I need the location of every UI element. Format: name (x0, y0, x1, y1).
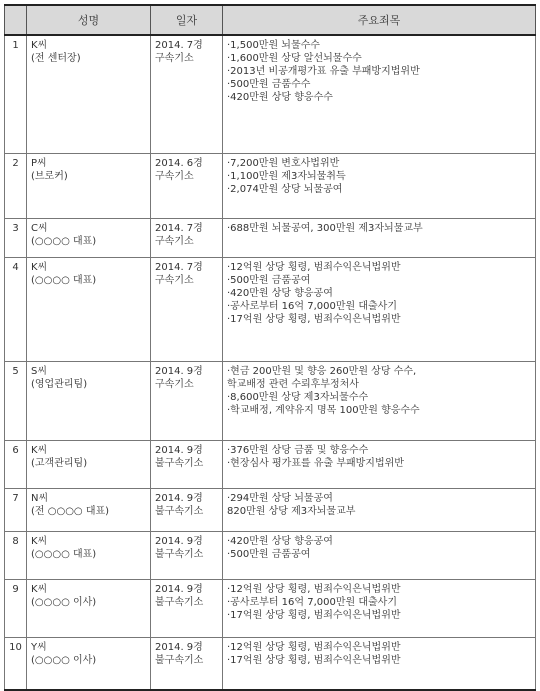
charge-line: ·420만원 상당 향응수수 (227, 92, 333, 103)
table-row (5, 638, 536, 691)
person-role: (전 센터장) (31, 53, 81, 64)
date-cell (151, 441, 223, 489)
person-role: (전 ○○○○ 대표) (31, 506, 110, 517)
row-number: 1 (5, 35, 27, 154)
charge-line: ·500만원 금품공여 (227, 275, 311, 286)
header-date: 일자 (151, 5, 223, 35)
table-row (5, 532, 536, 580)
person-cell (27, 154, 151, 219)
person-name: Y씨 (31, 642, 47, 653)
date-value: 2014. 9경 (155, 445, 203, 456)
person-role: (○○○○ 이사) (31, 597, 97, 608)
row-number: 7 (5, 489, 27, 532)
row-number: 2 (5, 154, 27, 219)
date-value: 2014. 9경 (155, 584, 203, 595)
date-value: 2014. 7경 (155, 40, 203, 51)
person-name: C씨 (31, 223, 48, 234)
table-row (5, 441, 536, 489)
table-header-row (5, 5, 536, 35)
person-cell (27, 219, 151, 258)
charge-line: ·500만원 금품공여 (227, 549, 311, 560)
person-cell (27, 580, 151, 638)
header-name: 성명 (27, 5, 151, 35)
charges-cell (223, 532, 536, 580)
person-role: (○○○○ 이사) (31, 655, 97, 666)
person-name: N씨 (31, 493, 49, 504)
person-role: (○○○○ 대표) (31, 549, 97, 560)
charges-cell (223, 489, 536, 532)
charge-line: ·500만원 금품수수 (227, 79, 311, 90)
person-name: K씨 (31, 584, 48, 595)
charges-cell (223, 441, 536, 489)
table-row (5, 35, 536, 154)
row-number: 9 (5, 580, 27, 638)
charge-line: 820만원 상당 제3자뇌물교부 (227, 506, 356, 517)
date-value: 2014. 9경 (155, 366, 203, 377)
charge-line: ·2,074만원 상당 뇌물공여 (227, 184, 343, 195)
table-row (5, 580, 536, 638)
date-cell (151, 532, 223, 580)
charge-line: ·공사로부터 16억 7,000만원 대출사기 (227, 301, 397, 312)
person-cell (27, 258, 151, 362)
date-value: 2014. 7경 (155, 262, 203, 273)
date-cell (151, 35, 223, 154)
table-row (5, 154, 536, 219)
date-value: 2014. 9경 (155, 642, 203, 653)
charges-cell (223, 154, 536, 219)
charges-cell (223, 638, 536, 691)
date-cell (151, 219, 223, 258)
charges-cell (223, 362, 536, 441)
date-cell (151, 258, 223, 362)
row-number: 3 (5, 219, 27, 258)
indictment-status: 불구속기소 (155, 458, 204, 469)
charge-line: ·학교배정, 계약유지 명목 100만원 향응수수 (227, 405, 420, 416)
charges-cell (223, 219, 536, 258)
person-role: (○○○○ 대표) (31, 275, 97, 286)
row-number: 8 (5, 532, 27, 580)
indictment-status: 구속기소 (155, 275, 194, 286)
person-name: K씨 (31, 536, 48, 547)
person-name: S씨 (31, 366, 48, 377)
person-cell (27, 532, 151, 580)
charge-line: ·8,600만원 상당 제3자뇌물수수 (227, 392, 369, 403)
date-value: 2014. 7경 (155, 223, 203, 234)
person-name: K씨 (31, 40, 48, 51)
person-role: (○○○○ 대표) (31, 236, 97, 247)
table-row (5, 362, 536, 441)
row-number: 6 (5, 441, 27, 489)
row-number: 10 (5, 638, 27, 691)
charge-line: 학교배정 관련 수뢰후부정처사 (227, 379, 359, 390)
charge-line: ·376만원 상당 금품 및 향응수수 (227, 445, 369, 456)
charge-line: ·2013년 비공개평가표 유출 부패방지법위반 (227, 66, 420, 77)
date-value: 2014. 9경 (155, 536, 203, 547)
date-cell (151, 154, 223, 219)
charge-line: ·1,500만원 뇌물수수 (227, 40, 320, 51)
indictment-status: 불구속기소 (155, 549, 204, 560)
table-row (5, 489, 536, 532)
person-cell (27, 35, 151, 154)
charge-line: ·420만원 상당 향응공여 (227, 288, 333, 299)
indictment-status: 불구속기소 (155, 597, 204, 608)
charge-line: ·688만원 뇌물공여, 300만원 제3자뇌물교부 (227, 223, 423, 234)
indictment-status: 불구속기소 (155, 506, 204, 517)
charge-line: ·294만원 상당 뇌물공여 (227, 493, 333, 504)
indictment-table (4, 4, 536, 691)
person-role: (고객관리팀) (31, 458, 88, 469)
charges-cell (223, 258, 536, 362)
charges-cell (223, 580, 536, 638)
person-cell (27, 441, 151, 489)
indictment-status: 불구속기소 (155, 655, 204, 666)
row-number: 4 (5, 258, 27, 362)
charge-line: ·공사로부터 16억 7,000만원 대출사기 (227, 597, 397, 608)
indictment-status: 구속기소 (155, 53, 194, 64)
charge-line: ·420만원 상당 향응공여 (227, 536, 333, 547)
person-name: P씨 (31, 158, 47, 169)
person-role: (영업관리팀) (31, 379, 88, 390)
date-value: 2014. 9경 (155, 493, 203, 504)
indictment-status: 구속기소 (155, 379, 194, 390)
table-row (5, 219, 536, 258)
charges-cell (223, 35, 536, 154)
indictment-status: 구속기소 (155, 171, 194, 182)
charge-line: ·17억원 상당 횡령, 범죄수익은닉법위반 (227, 655, 401, 666)
date-cell (151, 362, 223, 441)
charge-line: ·12억원 상당 횡령, 범죄수익은닉법위반 (227, 642, 401, 653)
date-cell (151, 638, 223, 691)
indictment-table-sheet (4, 4, 535, 691)
header-charges: 주요죄목 (223, 5, 536, 35)
table-row (5, 258, 536, 362)
indictment-status: 구속기소 (155, 236, 194, 247)
date-cell (151, 489, 223, 532)
charge-line: ·7,200만원 변호사법위반 (227, 158, 340, 169)
charge-line: ·현장심사 평가표를 유출 부패방지법위반 (227, 458, 404, 469)
charge-line: ·1,100만원 제3자뇌물취득 (227, 171, 346, 182)
date-cell (151, 580, 223, 638)
date-value: 2014. 6경 (155, 158, 203, 169)
charge-line: ·12억원 상당 횡령, 범죄수익은닉법위반 (227, 262, 401, 273)
header-number (5, 5, 27, 35)
person-name: K씨 (31, 262, 48, 273)
charge-line: ·17억원 상당 횡령, 범죄수익은닉법위반 (227, 314, 401, 325)
person-cell (27, 638, 151, 691)
person-name: K씨 (31, 445, 48, 456)
charge-line: ·12억원 상당 횡령, 범죄수익은닉법위반 (227, 584, 401, 595)
person-role: (브로커) (31, 171, 68, 182)
charge-line: ·1,600만원 상당 알선뇌물수수 (227, 53, 362, 64)
person-cell (27, 362, 151, 441)
person-cell (27, 489, 151, 532)
row-number: 5 (5, 362, 27, 441)
charge-line: ·17억원 상당 횡령, 범죄수익은닉법위반 (227, 610, 401, 621)
charge-line: ·현금 200만원 및 향응 260만원 상당 수수, (227, 366, 417, 377)
